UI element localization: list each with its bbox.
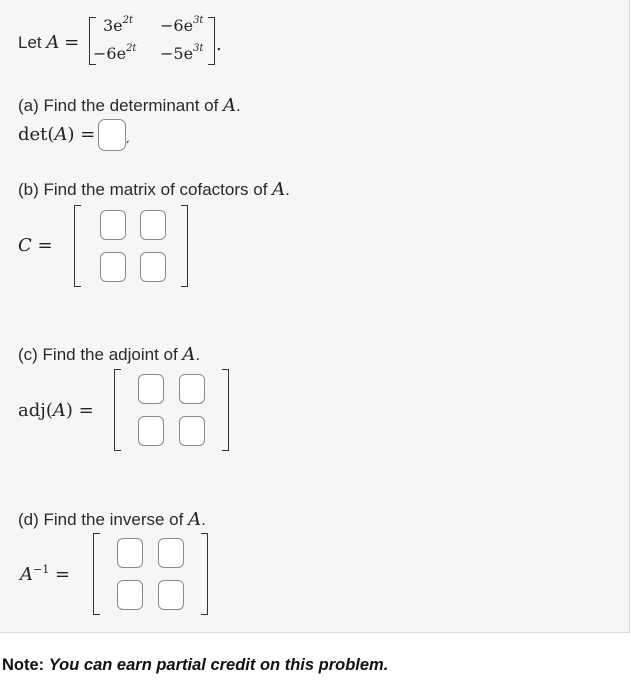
matrix-a-r1c1-exp: 2t — [122, 14, 134, 26]
cofactor-input-r2c2[interactable] — [140, 252, 166, 282]
inverse-input-r2c1[interactable] — [117, 580, 143, 610]
partial-credit-note — [2, 656, 388, 675]
det-func: det — [18, 124, 48, 145]
part-b-prompt-text: (b) Find the matrix of cofactors of — [18, 180, 273, 199]
adj-func: adj — [18, 400, 46, 421]
note-label: Note: — [2, 656, 45, 674]
matrix-a-r1c1 — [103, 16, 133, 35]
inverse-eq: = — [54, 564, 71, 585]
part-d-var: A — [188, 509, 202, 530]
part-d-prompt — [18, 509, 206, 530]
adjoint-right-bracket — [222, 369, 229, 451]
inverse-right-bracket — [201, 533, 208, 615]
matrix-a-r2c2-coef: −5e — [160, 44, 194, 63]
inverse-var: A — [20, 564, 33, 585]
det-answer-input[interactable] — [98, 119, 126, 151]
part-a-var: A — [223, 95, 237, 116]
matrix-a-period: . — [216, 34, 222, 55]
intro-eq: = — [64, 32, 80, 53]
adj-arg: A — [52, 400, 66, 421]
part-d-end: . — [201, 510, 206, 529]
cofactor-input-r1c1[interactable] — [100, 210, 126, 240]
part-d-prompt-text: (d) Find the inverse of — [18, 510, 189, 529]
part-a-prompt-text: (a) Find the determinant of — [18, 96, 224, 115]
matrix-a-r2c1 — [93, 44, 136, 63]
matrix-a-r1c1-coef: 3e — [103, 16, 123, 35]
cofactor-input-r1c2[interactable] — [140, 210, 166, 240]
inverse-label — [20, 563, 70, 585]
det-eq: = — [80, 124, 96, 145]
inverse-sup: −1 — [33, 563, 50, 576]
adjoint-input-r2c1[interactable] — [138, 416, 164, 446]
part-a-end: . — [236, 96, 241, 115]
matrix-a-right-bracket — [208, 17, 215, 65]
adjoint-input-r1c2[interactable] — [179, 374, 205, 404]
cofactor-var: C — [18, 235, 32, 256]
det-label: det(A) = — [18, 124, 96, 145]
matrix-a-r1c2-exp: 3t — [193, 14, 204, 26]
matrix-a-r2c1-exp: 2t — [126, 42, 137, 54]
adj-eq: = — [78, 400, 94, 421]
adjoint-input-r2c2[interactable] — [179, 416, 205, 446]
inverse-input-r2c2[interactable] — [158, 580, 184, 610]
part-c-var: A — [182, 344, 196, 365]
let-text: Let — [18, 33, 42, 52]
cofactor-input-r2c1[interactable] — [100, 252, 126, 282]
matrix-a-r2c1-coef: −6e — [93, 44, 127, 63]
part-a-prompt — [18, 95, 241, 116]
cofactor-label — [18, 235, 53, 256]
matrix-a-r1c2 — [160, 16, 203, 35]
part-b-end: . — [285, 180, 290, 199]
part-c-prompt — [18, 344, 200, 365]
intro-line — [18, 32, 79, 53]
inverse-input-r1c2[interactable] — [158, 538, 184, 568]
adjoint-label: adj(A) = — [18, 400, 94, 421]
det-arg: A — [54, 124, 68, 145]
inverse-left-bracket — [93, 533, 100, 615]
part-b-prompt — [18, 179, 290, 200]
part-c-end: . — [195, 345, 201, 364]
cofactor-right-bracket — [181, 205, 188, 287]
matrix-a-r2c2-exp: 3t — [193, 42, 204, 54]
adjoint-left-bracket — [114, 369, 121, 451]
part-c-prompt-text: (c) Find the adjoint of — [18, 345, 183, 364]
cofactor-left-bracket — [74, 205, 81, 287]
note-text: You can earn partial credit on this problem. — [48, 656, 389, 674]
adjoint-input-r1c1[interactable] — [138, 374, 164, 404]
cofactor-eq: = — [37, 235, 53, 256]
matrix-a-r1c2-coef: −6e — [160, 16, 194, 35]
intro-var: A — [46, 32, 60, 53]
part-b-var: A — [272, 179, 286, 200]
matrix-a-r2c2 — [160, 44, 203, 63]
inverse-input-r1c1[interactable] — [117, 538, 143, 568]
det-tail-comma: , — [126, 131, 130, 145]
